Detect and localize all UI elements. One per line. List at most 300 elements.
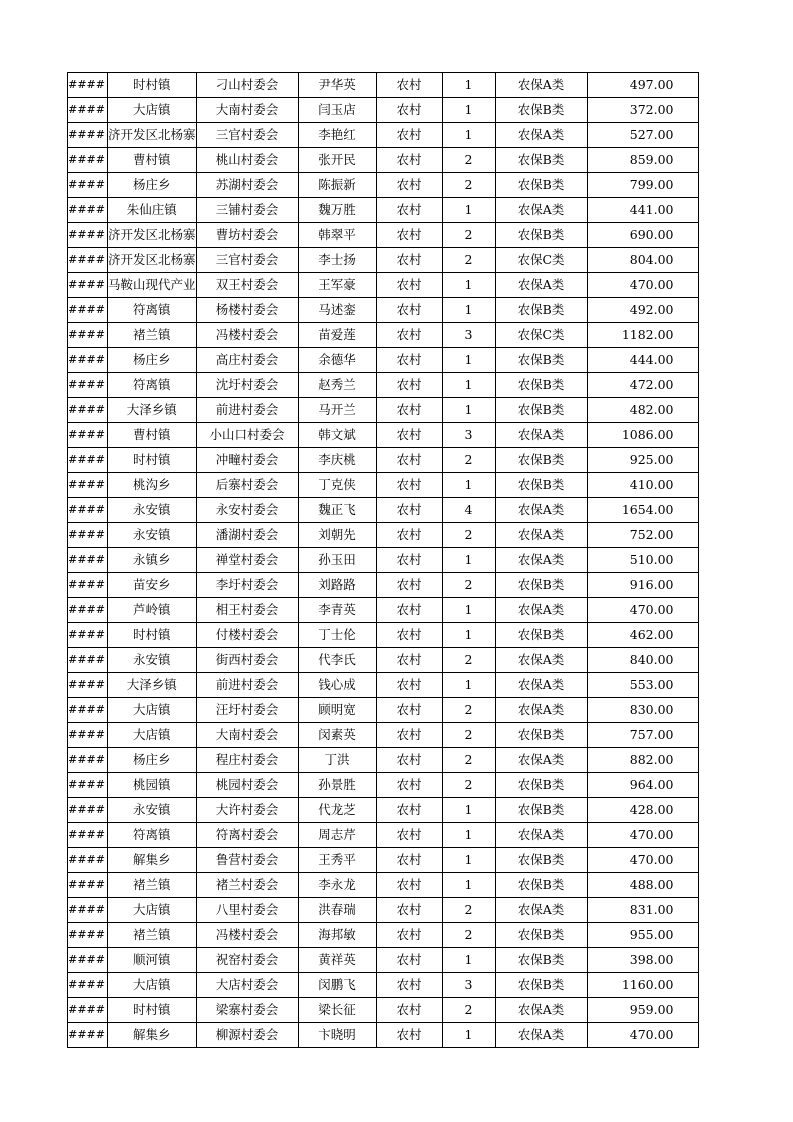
- table-row: [68, 423, 699, 448]
- name-cell: 闵素英: [298, 723, 376, 748]
- name-cell: 韩翠平: [298, 223, 376, 248]
- village-cell: 双王村委会: [196, 273, 298, 298]
- household-count-cell: 1: [442, 548, 495, 573]
- amount-cell: 916.00: [587, 573, 698, 598]
- area-type-cell: 农村: [376, 398, 442, 423]
- town-cell: 褚兰镇: [108, 323, 197, 348]
- date-cell: ####: [68, 298, 108, 323]
- village-cell: 冲疃村委会: [196, 448, 298, 473]
- town-cell: 曹村镇: [108, 423, 197, 448]
- village-cell: 永安村委会: [196, 498, 298, 523]
- area-type-cell: 农村: [376, 123, 442, 148]
- table-row: [68, 723, 699, 748]
- town-cell: 朱仙庄镇: [108, 198, 197, 223]
- village-cell: 符离村委会: [196, 823, 298, 848]
- name-cell: 刘朝先: [298, 523, 376, 548]
- table-row: [68, 923, 699, 948]
- household-count-cell: 1: [442, 73, 495, 98]
- name-cell: 尹华英: [298, 73, 376, 98]
- date-cell: ####: [68, 948, 108, 973]
- area-type-cell: 农村: [376, 73, 442, 98]
- amount-cell: 482.00: [587, 398, 698, 423]
- table-row: [68, 323, 699, 348]
- village-cell: 程庄村委会: [196, 748, 298, 773]
- village-cell: 付楼村委会: [196, 623, 298, 648]
- household-count-cell: 1: [442, 398, 495, 423]
- household-count-cell: 2: [442, 773, 495, 798]
- date-cell: ####: [68, 548, 108, 573]
- area-type-cell: 农村: [376, 873, 442, 898]
- date-cell: ####: [68, 923, 108, 948]
- household-count-cell: 1: [442, 873, 495, 898]
- area-type-cell: 农村: [376, 823, 442, 848]
- name-cell: 韩文斌: [298, 423, 376, 448]
- name-cell: 王军豪: [298, 273, 376, 298]
- amount-cell: 497.00: [587, 73, 698, 98]
- village-cell: 后寨村委会: [196, 473, 298, 498]
- village-cell: 杨楼村委会: [196, 298, 298, 323]
- household-count-cell: 2: [442, 173, 495, 198]
- insurance-class-cell: 农保A类: [495, 998, 587, 1023]
- name-cell: 马开兰: [298, 398, 376, 423]
- household-count-cell: 1: [442, 123, 495, 148]
- insurance-class-cell: 农保A类: [495, 73, 587, 98]
- town-cell: 苗安乡: [108, 573, 197, 598]
- name-cell: 孙景胜: [298, 773, 376, 798]
- name-cell: 闫玉店: [298, 98, 376, 123]
- table-row: [68, 798, 699, 823]
- area-type-cell: 农村: [376, 498, 442, 523]
- insurance-class-cell: 农保B类: [495, 873, 587, 898]
- household-count-cell: 2: [442, 648, 495, 673]
- household-count-cell: 3: [442, 973, 495, 998]
- name-cell: 张开民: [298, 148, 376, 173]
- name-cell: 苗爱莲: [298, 323, 376, 348]
- household-count-cell: 1: [442, 298, 495, 323]
- insurance-class-cell: 农保A类: [495, 598, 587, 623]
- area-type-cell: 农村: [376, 523, 442, 548]
- area-type-cell: 农村: [376, 573, 442, 598]
- area-type-cell: 农村: [376, 298, 442, 323]
- insurance-class-cell: 农保B类: [495, 723, 587, 748]
- table-row: [68, 348, 699, 373]
- name-cell: 孙玉田: [298, 548, 376, 573]
- date-cell: ####: [68, 823, 108, 848]
- amount-cell: 488.00: [587, 873, 698, 898]
- village-cell: 小山口村委会: [196, 423, 298, 448]
- insurance-class-cell: 农保B类: [495, 98, 587, 123]
- insurance-class-cell: 农保B类: [495, 473, 587, 498]
- village-cell: 三官村委会: [196, 123, 298, 148]
- date-cell: ####: [68, 573, 108, 598]
- date-cell: ####: [68, 398, 108, 423]
- name-cell: 李庆桃: [298, 448, 376, 473]
- area-type-cell: 农村: [376, 373, 442, 398]
- date-cell: ####: [68, 148, 108, 173]
- village-cell: 冯楼村委会: [196, 323, 298, 348]
- insurance-class-cell: 农保A类: [495, 198, 587, 223]
- amount-cell: 372.00: [587, 98, 698, 123]
- table-row: [68, 473, 699, 498]
- household-count-cell: 2: [442, 723, 495, 748]
- household-count-cell: 2: [442, 898, 495, 923]
- insurance-class-cell: 农保B类: [495, 623, 587, 648]
- amount-cell: 690.00: [587, 223, 698, 248]
- area-type-cell: 农村: [376, 148, 442, 173]
- name-cell: 代李氏: [298, 648, 376, 673]
- town-cell: 芦岭镇: [108, 598, 197, 623]
- area-type-cell: 农村: [376, 948, 442, 973]
- table-row: [68, 73, 699, 98]
- town-cell: 符离镇: [108, 823, 197, 848]
- date-cell: ####: [68, 473, 108, 498]
- table-row: [68, 823, 699, 848]
- area-type-cell: 农村: [376, 248, 442, 273]
- insurance-class-cell: 农保A类: [495, 823, 587, 848]
- name-cell: 魏正飞: [298, 498, 376, 523]
- insurance-class-cell: 农保B类: [495, 448, 587, 473]
- date-cell: ####: [68, 273, 108, 298]
- village-cell: 大店村委会: [196, 973, 298, 998]
- town-cell: 时村镇: [108, 623, 197, 648]
- table-row: [68, 448, 699, 473]
- date-cell: ####: [68, 873, 108, 898]
- area-type-cell: 农村: [376, 673, 442, 698]
- name-cell: 代龙芝: [298, 798, 376, 823]
- area-type-cell: 农村: [376, 598, 442, 623]
- village-cell: 桃园村委会: [196, 773, 298, 798]
- household-count-cell: 2: [442, 923, 495, 948]
- insurance-class-cell: 农保B类: [495, 348, 587, 373]
- insurance-class-cell: 农保A类: [495, 673, 587, 698]
- village-cell: 前进村委会: [196, 398, 298, 423]
- table-row: [68, 623, 699, 648]
- village-cell: 相王村委会: [196, 598, 298, 623]
- date-cell: ####: [68, 698, 108, 723]
- town-cell: 曹村镇: [108, 148, 197, 173]
- household-count-cell: 1: [442, 273, 495, 298]
- town-cell: 解集乡: [108, 1023, 197, 1048]
- date-cell: ####: [68, 173, 108, 198]
- village-cell: 褚兰村委会: [196, 873, 298, 898]
- town-cell: 时村镇: [108, 73, 197, 98]
- town-cell: 济开发区北杨寨: [108, 223, 197, 248]
- amount-cell: 441.00: [587, 198, 698, 223]
- town-cell: 大店镇: [108, 723, 197, 748]
- area-type-cell: 农村: [376, 698, 442, 723]
- household-count-cell: 1: [442, 673, 495, 698]
- insurance-class-cell: 农保C类: [495, 323, 587, 348]
- amount-cell: 804.00: [587, 248, 698, 273]
- household-count-cell: 1: [442, 198, 495, 223]
- amount-cell: 830.00: [587, 698, 698, 723]
- town-cell: 杨庄乡: [108, 748, 197, 773]
- town-cell: 符离镇: [108, 373, 197, 398]
- date-cell: ####: [68, 973, 108, 998]
- area-type-cell: 农村: [376, 1023, 442, 1048]
- amount-cell: 964.00: [587, 773, 698, 798]
- town-cell: 桃园镇: [108, 773, 197, 798]
- household-count-cell: 1: [442, 373, 495, 398]
- village-cell: 冯楼村委会: [196, 923, 298, 948]
- date-cell: ####: [68, 98, 108, 123]
- household-count-cell: 2: [442, 573, 495, 598]
- amount-cell: 470.00: [587, 848, 698, 873]
- table-row: [68, 1023, 699, 1048]
- date-cell: ####: [68, 598, 108, 623]
- area-type-cell: 农村: [376, 648, 442, 673]
- village-cell: 大许村委会: [196, 798, 298, 823]
- area-type-cell: 农村: [376, 348, 442, 373]
- insurance-class-cell: 农保A类: [495, 523, 587, 548]
- amount-cell: 428.00: [587, 798, 698, 823]
- table-row: [68, 298, 699, 323]
- insurance-class-cell: 农保B类: [495, 173, 587, 198]
- date-cell: ####: [68, 423, 108, 448]
- village-cell: 曹坊村委会: [196, 223, 298, 248]
- insurance-class-cell: 农保A类: [495, 548, 587, 573]
- amount-cell: 492.00: [587, 298, 698, 323]
- data-table: [67, 72, 699, 1048]
- date-cell: ####: [68, 373, 108, 398]
- table-row: [68, 123, 699, 148]
- amount-cell: 444.00: [587, 348, 698, 373]
- area-type-cell: 农村: [376, 773, 442, 798]
- name-cell: 丁洪: [298, 748, 376, 773]
- household-count-cell: 2: [442, 748, 495, 773]
- date-cell: ####: [68, 523, 108, 548]
- amount-cell: 925.00: [587, 448, 698, 473]
- amount-cell: 831.00: [587, 898, 698, 923]
- date-cell: ####: [68, 498, 108, 523]
- insurance-class-cell: 农保A类: [495, 698, 587, 723]
- table-row: [68, 898, 699, 923]
- town-cell: 永安镇: [108, 798, 197, 823]
- household-count-cell: 1: [442, 1023, 495, 1048]
- insurance-class-cell: 农保A类: [495, 898, 587, 923]
- insurance-class-cell: 农保A类: [495, 1023, 587, 1048]
- amount-cell: 410.00: [587, 473, 698, 498]
- village-cell: 桃山村委会: [196, 148, 298, 173]
- town-cell: 永安镇: [108, 498, 197, 523]
- table-row: [68, 498, 699, 523]
- name-cell: 卞晓明: [298, 1023, 376, 1048]
- area-type-cell: 农村: [376, 448, 442, 473]
- insurance-class-cell: 农保B类: [495, 298, 587, 323]
- name-cell: 黄祥英: [298, 948, 376, 973]
- insurance-class-cell: 农保B类: [495, 223, 587, 248]
- table-row: [68, 648, 699, 673]
- insurance-class-cell: 农保B类: [495, 148, 587, 173]
- amount-cell: 882.00: [587, 748, 698, 773]
- village-cell: 三铺村委会: [196, 198, 298, 223]
- village-cell: 三官村委会: [196, 248, 298, 273]
- area-type-cell: 农村: [376, 848, 442, 873]
- amount-cell: 510.00: [587, 548, 698, 573]
- amount-cell: 959.00: [587, 998, 698, 1023]
- household-count-cell: 4: [442, 498, 495, 523]
- date-cell: ####: [68, 198, 108, 223]
- table-row: [68, 973, 699, 998]
- amount-cell: 955.00: [587, 923, 698, 948]
- insurance-class-cell: 农保B类: [495, 923, 587, 948]
- table-row: [68, 98, 699, 123]
- insurance-class-cell: 农保A类: [495, 123, 587, 148]
- table-row: [68, 398, 699, 423]
- household-count-cell: 1: [442, 473, 495, 498]
- village-cell: 大南村委会: [196, 98, 298, 123]
- area-type-cell: 农村: [376, 898, 442, 923]
- area-type-cell: 农村: [376, 473, 442, 498]
- household-count-cell: 1: [442, 98, 495, 123]
- date-cell: ####: [68, 623, 108, 648]
- date-cell: ####: [68, 1023, 108, 1048]
- village-cell: 祝窑村委会: [196, 948, 298, 973]
- name-cell: 洪春瑞: [298, 898, 376, 923]
- table-row: [68, 273, 699, 298]
- table-row: [68, 373, 699, 398]
- town-cell: 杨庄乡: [108, 348, 197, 373]
- town-cell: 大店镇: [108, 698, 197, 723]
- name-cell: 余德华: [298, 348, 376, 373]
- household-count-cell: 2: [442, 998, 495, 1023]
- table-row: [68, 673, 699, 698]
- amount-cell: 757.00: [587, 723, 698, 748]
- name-cell: 丁士伦: [298, 623, 376, 648]
- town-cell: 济开发区北杨寨: [108, 248, 197, 273]
- amount-cell: 470.00: [587, 823, 698, 848]
- town-cell: 褚兰镇: [108, 923, 197, 948]
- town-cell: 马鞍山现代产业: [108, 273, 197, 298]
- date-cell: ####: [68, 248, 108, 273]
- village-cell: 前进村委会: [196, 673, 298, 698]
- name-cell: 周志芹: [298, 823, 376, 848]
- village-cell: 李圩村委会: [196, 573, 298, 598]
- town-cell: 济开发区北杨寨: [108, 123, 197, 148]
- name-cell: 顾明宽: [298, 698, 376, 723]
- town-cell: 时村镇: [108, 448, 197, 473]
- date-cell: ####: [68, 223, 108, 248]
- town-cell: 永安镇: [108, 523, 197, 548]
- name-cell: 刘路路: [298, 573, 376, 598]
- table-row: [68, 873, 699, 898]
- town-cell: 大泽乡镇: [108, 673, 197, 698]
- household-count-cell: 1: [442, 948, 495, 973]
- town-cell: 顺河镇: [108, 948, 197, 973]
- village-cell: 禅堂村委会: [196, 548, 298, 573]
- area-type-cell: 农村: [376, 223, 442, 248]
- date-cell: ####: [68, 773, 108, 798]
- name-cell: 钱心成: [298, 673, 376, 698]
- village-cell: 沈圩村委会: [196, 373, 298, 398]
- name-cell: 海邦敏: [298, 923, 376, 948]
- name-cell: 李永龙: [298, 873, 376, 898]
- area-type-cell: 农村: [376, 723, 442, 748]
- insurance-class-cell: 农保A类: [495, 648, 587, 673]
- area-type-cell: 农村: [376, 423, 442, 448]
- area-type-cell: 农村: [376, 273, 442, 298]
- amount-cell: 470.00: [587, 273, 698, 298]
- village-cell: 柳源村委会: [196, 1023, 298, 1048]
- amount-cell: 840.00: [587, 648, 698, 673]
- name-cell: 陈振新: [298, 173, 376, 198]
- insurance-class-cell: 农保B类: [495, 373, 587, 398]
- table-row: [68, 198, 699, 223]
- insurance-class-cell: 农保B类: [495, 848, 587, 873]
- amount-cell: 470.00: [587, 1023, 698, 1048]
- amount-cell: 553.00: [587, 673, 698, 698]
- table-row: [68, 573, 699, 598]
- household-count-cell: 2: [442, 248, 495, 273]
- name-cell: 闵鹏飞: [298, 973, 376, 998]
- area-type-cell: 农村: [376, 623, 442, 648]
- town-cell: 桃沟乡: [108, 473, 197, 498]
- village-cell: 街西村委会: [196, 648, 298, 673]
- date-cell: ####: [68, 898, 108, 923]
- village-cell: 刁山村委会: [196, 73, 298, 98]
- insurance-class-cell: 农保B类: [495, 973, 587, 998]
- household-count-cell: 2: [442, 523, 495, 548]
- amount-cell: 1086.00: [587, 423, 698, 448]
- town-cell: 杨庄乡: [108, 173, 197, 198]
- table-row: [68, 948, 699, 973]
- table-row: [68, 998, 699, 1023]
- household-count-cell: 1: [442, 798, 495, 823]
- village-cell: 苏湖村委会: [196, 173, 298, 198]
- household-count-cell: 2: [442, 448, 495, 473]
- town-cell: 大泽乡镇: [108, 398, 197, 423]
- area-type-cell: 农村: [376, 198, 442, 223]
- table-row: [68, 748, 699, 773]
- town-cell: 符离镇: [108, 298, 197, 323]
- village-cell: 大南村委会: [196, 723, 298, 748]
- insurance-class-cell: 农保A类: [495, 273, 587, 298]
- insurance-class-cell: 农保B类: [495, 948, 587, 973]
- area-type-cell: 农村: [376, 998, 442, 1023]
- town-cell: 大店镇: [108, 973, 197, 998]
- name-cell: 马述銮: [298, 298, 376, 323]
- area-type-cell: 农村: [376, 923, 442, 948]
- name-cell: 梁长征: [298, 998, 376, 1023]
- amount-cell: 527.00: [587, 123, 698, 148]
- name-cell: 赵秀兰: [298, 373, 376, 398]
- date-cell: ####: [68, 748, 108, 773]
- table-row: [68, 523, 699, 548]
- date-cell: ####: [68, 448, 108, 473]
- area-type-cell: 农村: [376, 98, 442, 123]
- town-cell: 时村镇: [108, 998, 197, 1023]
- insurance-class-cell: 农保B类: [495, 798, 587, 823]
- household-count-cell: 3: [442, 323, 495, 348]
- name-cell: 魏万胜: [298, 198, 376, 223]
- town-cell: 褚兰镇: [108, 873, 197, 898]
- town-cell: 大店镇: [108, 898, 197, 923]
- table-body: [68, 73, 699, 1048]
- area-type-cell: 农村: [376, 173, 442, 198]
- date-cell: ####: [68, 673, 108, 698]
- town-cell: 解集乡: [108, 848, 197, 873]
- name-cell: 李青英: [298, 598, 376, 623]
- area-type-cell: 农村: [376, 748, 442, 773]
- date-cell: ####: [68, 723, 108, 748]
- table-row: [68, 848, 699, 873]
- household-count-cell: 1: [442, 848, 495, 873]
- household-count-cell: 3: [442, 423, 495, 448]
- household-count-cell: 1: [442, 623, 495, 648]
- name-cell: 李士扬: [298, 248, 376, 273]
- date-cell: ####: [68, 798, 108, 823]
- date-cell: ####: [68, 323, 108, 348]
